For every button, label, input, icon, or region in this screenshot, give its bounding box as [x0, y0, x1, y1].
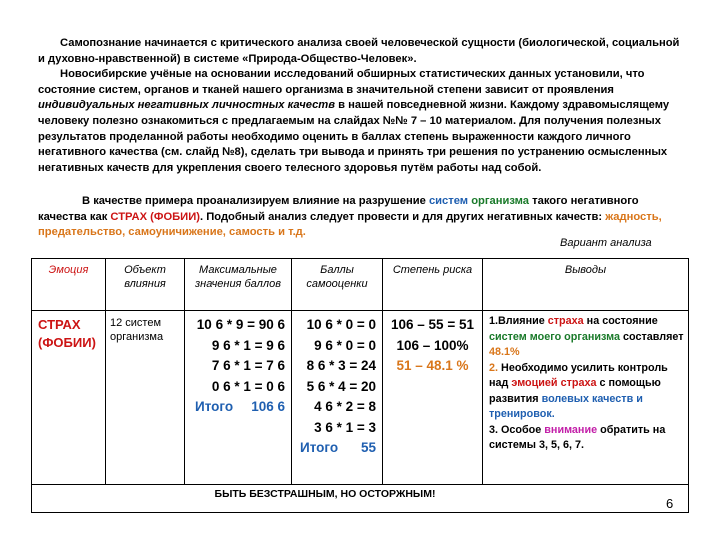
c2-number: 2.	[489, 361, 499, 374]
header-self-scores: Баллы самооценки	[292, 259, 383, 311]
emotion-cell: СТРАХ (ФОБИИ)	[32, 311, 106, 485]
intro-p2-italic: индивидуальных негативных личностных качеств	[38, 99, 336, 112]
example-systems: систем	[428, 195, 469, 207]
risk-cell	[383, 311, 483, 485]
table-footer-row	[32, 485, 689, 513]
c1-systems: систем моего организма	[489, 330, 620, 343]
max-value-line: 10 6 * 9 = 90 6	[196, 317, 285, 332]
example-fear: СТРАХ (ФОБИИ)	[110, 210, 200, 223]
c1-fear: страха	[547, 315, 584, 327]
max-value-line: 0 6 * 1 = 0 6	[211, 378, 285, 394]
c1-text-a: 1.Влияние	[489, 315, 548, 327]
conclusion-1	[489, 314, 684, 361]
header-max-values: Максимальные значения баллов	[185, 259, 292, 311]
table-header-row	[32, 259, 689, 311]
intro-p2-start: Новосибирские учёные на основании исследований обширных статистических данных установили, что состояние систем, органов и тканей нашего организма в значительной степени зависит от проявления	[38, 68, 645, 96]
self-total-line	[292, 438, 376, 459]
risk-line: 51 – 48.1 %	[396, 358, 469, 373]
c2-qualities: волевых качеств и тренировок.	[489, 392, 643, 420]
example-list: жадность, предательство, самоуничижение, самость и т.д.	[38, 210, 662, 239]
risk-line: 106 – 100%	[396, 337, 469, 353]
intro-p2-end: в нашей повседневной жизни. Каждому здравомыслящему человеку полезно ознакомиться с предлагаемым на слайдах №№ 7 – 10 материалом. Для получения полезных результатов проделанной работы необходимо оценить в баллах степень выраженности каждого личного негативного качества (см. слайд №8), сделать три вывода и принять три решения по устранению осмысленных негативных качеств для укрепления своего телесного здоровья путём работы над собой.	[38, 99, 670, 174]
footer-slogan: БЫТЬ БЕЗСТРАШНЫМ, НО ОСТОРЖНЫМ!	[32, 485, 689, 513]
c3-text-b: обратить на системы 3, 5, 6, 7.	[489, 423, 666, 451]
self-scores-cell	[292, 311, 383, 485]
self-score-line: 4 6 * 2 = 8	[314, 399, 376, 414]
c2-emotion: эмоцией страха	[511, 377, 597, 389]
header-conclusions: Выводы	[483, 259, 689, 311]
header-emotion: Эмоция	[32, 259, 106, 311]
c1-text-c: составляет	[619, 330, 684, 343]
c3-attention: внимание	[544, 423, 598, 436]
max-total-value: 106 6	[251, 399, 285, 414]
self-score-line: 5 6 * 4 = 20	[306, 378, 376, 394]
intro-text	[38, 36, 688, 176]
example-text	[38, 194, 688, 241]
header-risk: Степень риска	[383, 259, 483, 311]
self-score-line: 10 6 * 0 = 0	[306, 317, 376, 332]
c2-text-a: Необходимо усилить контроль над	[489, 361, 668, 389]
object-cell: 12 систем организма	[106, 311, 185, 485]
example-t2: такого негативного качества как	[38, 195, 639, 223]
self-total-value: 55	[360, 440, 376, 455]
max-total-label: Итого	[195, 399, 234, 414]
max-value-line: 7 6 * 1 = 7 6	[211, 358, 285, 373]
c3-text-a: 3. Особое	[489, 423, 545, 436]
conclusions-cell	[483, 311, 689, 485]
c1-percent: 48.1%	[489, 346, 520, 358]
self-score-line: 8 6 * 3 = 24	[306, 358, 376, 373]
header-object: Объект влияния	[106, 259, 185, 311]
self-score-line: 3 6 * 1 = 3	[314, 419, 376, 435]
example-t3: . Подобный анализ следует провести и для других негативных качеств:	[200, 210, 606, 223]
analysis-table	[31, 258, 689, 513]
intro-paragraph-2	[38, 67, 688, 176]
page-number: 6	[666, 496, 674, 511]
example-paragraph	[38, 194, 688, 241]
example-t1: В качестве примера проанализируем влияние на разрушение	[82, 195, 429, 207]
max-values-cell	[185, 311, 292, 485]
conclusion-3	[489, 423, 684, 454]
self-total-label: Итого	[300, 440, 339, 455]
intro-paragraph-1: Самопознание начинается с критического анализа своей человеческой сущности (биологической, социальной и духовно-нравственной) в системе «Природа-Общество-Человек».	[38, 37, 680, 65]
risk-line: 106 – 55 = 51	[391, 317, 474, 332]
table-row	[32, 311, 689, 485]
c2-text-b: с помощью развития	[489, 377, 661, 405]
conclusion-2	[489, 361, 684, 423]
max-total-line	[185, 397, 285, 418]
c1-text-b: на состояние	[583, 315, 658, 327]
variant-label: Вариант анализа	[560, 237, 652, 249]
example-organism: организма	[471, 195, 530, 207]
self-score-line: 9 6 * 0 = 0	[314, 337, 376, 353]
max-value-line: 9 6 * 1 = 9 6	[211, 337, 285, 353]
